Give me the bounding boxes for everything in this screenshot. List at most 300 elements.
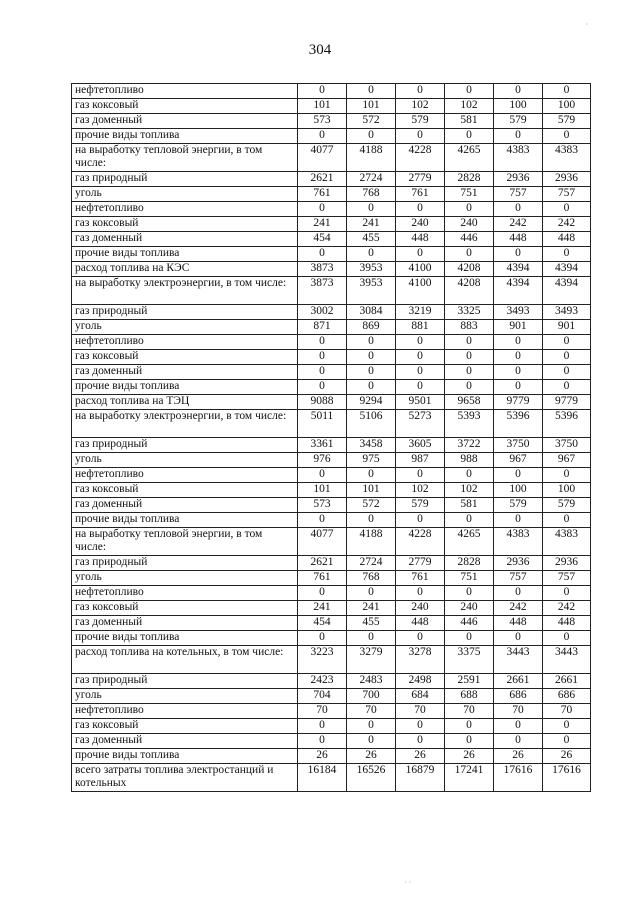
table-cell: 757 (543, 571, 591, 586)
table-cell: 967 (543, 453, 591, 468)
table-cell: 0 (445, 335, 494, 350)
table-cell: 0 (494, 84, 543, 99)
table-cell: 5393 (445, 410, 494, 438)
table-cell: 70 (347, 704, 396, 719)
table-cell: 0 (543, 734, 591, 749)
row-label: нефтетопливо (72, 202, 298, 217)
table-cell: 100 (494, 483, 543, 498)
row-label: газ доменный (72, 734, 298, 749)
table-cell: 579 (494, 498, 543, 513)
table-cell: 70 (494, 704, 543, 719)
table-cell: 0 (445, 380, 494, 395)
table-cell: 581 (445, 498, 494, 513)
row-label: газ коксовый (72, 99, 298, 114)
row-label: газ природный (72, 438, 298, 453)
table-cell: 3750 (543, 438, 591, 453)
table-row (72, 114, 591, 129)
table-cell: 572 (347, 114, 396, 129)
table-cell: 3278 (396, 646, 445, 674)
table-cell: 70 (396, 704, 445, 719)
row-label: на выработку тепловой энергии, в том числе: (72, 144, 298, 172)
table-cell: 0 (298, 84, 347, 99)
table-cell: 100 (543, 99, 591, 114)
table-cell: 2498 (396, 674, 445, 689)
row-label: газ природный (72, 556, 298, 571)
table-cell: 26 (347, 749, 396, 764)
table-cell: 2591 (445, 674, 494, 689)
table-cell: 0 (396, 468, 445, 483)
table-cell: 3605 (396, 438, 445, 453)
table-cell: 102 (396, 483, 445, 498)
table-row (72, 232, 591, 247)
table-cell: 757 (494, 571, 543, 586)
scan-mark: · · (404, 878, 412, 887)
table-row (72, 410, 591, 438)
row-label: уголь (72, 320, 298, 335)
table-cell: 446 (445, 232, 494, 247)
table-cell: 2779 (396, 556, 445, 571)
table-cell: 3375 (445, 646, 494, 674)
table-cell: 0 (396, 84, 445, 99)
table-cell: 4394 (543, 277, 591, 305)
table-cell: 241 (298, 601, 347, 616)
table-cell: 3493 (543, 305, 591, 320)
table-cell: 3325 (445, 305, 494, 320)
table-row (72, 571, 591, 586)
table-cell: 4394 (543, 262, 591, 277)
table-cell: 0 (298, 129, 347, 144)
table-cell: 4208 (445, 262, 494, 277)
table-cell: 761 (396, 187, 445, 202)
table-row (72, 144, 591, 172)
table-cell: 0 (298, 468, 347, 483)
table-cell: 0 (396, 202, 445, 217)
table-row (72, 704, 591, 719)
table-cell: 0 (396, 734, 445, 749)
table-cell: 101 (298, 99, 347, 114)
table-cell: 9779 (543, 395, 591, 410)
table-cell: 2936 (543, 556, 591, 571)
table-cell: 0 (298, 247, 347, 262)
row-label: прочие виды топлива (72, 513, 298, 528)
table-cell: 0 (494, 202, 543, 217)
table-cell: 0 (445, 129, 494, 144)
table-row (72, 395, 591, 410)
table-cell: 0 (396, 350, 445, 365)
table-cell: 448 (543, 616, 591, 631)
row-label: газ доменный (72, 365, 298, 380)
table-cell: 0 (494, 734, 543, 749)
table-cell: 70 (445, 704, 494, 719)
table-cell: 3443 (494, 646, 543, 674)
table-cell: 751 (445, 187, 494, 202)
table-cell: 2724 (347, 556, 396, 571)
table-cell: 3873 (298, 262, 347, 277)
table-row (72, 513, 591, 528)
table-cell: 3223 (298, 646, 347, 674)
table-row (72, 202, 591, 217)
table-cell: 4394 (494, 277, 543, 305)
table-cell: 686 (543, 689, 591, 704)
table-cell: 975 (347, 453, 396, 468)
table-cell: 448 (396, 616, 445, 631)
table-cell: 901 (494, 320, 543, 335)
table-cell: 0 (347, 468, 396, 483)
table-cell: 0 (396, 129, 445, 144)
table-row (72, 483, 591, 498)
table-cell: 2828 (445, 556, 494, 571)
table-cell: 5273 (396, 410, 445, 438)
table-cell: 3493 (494, 305, 543, 320)
table-cell: 0 (543, 513, 591, 528)
table-cell: 240 (396, 601, 445, 616)
table-cell: 102 (445, 483, 494, 498)
row-label: газ доменный (72, 232, 298, 247)
table-row (72, 350, 591, 365)
table-cell: 100 (543, 483, 591, 498)
table-row (72, 528, 591, 556)
table-cell: 0 (298, 335, 347, 350)
row-label: газ коксовый (72, 350, 298, 365)
table-cell: 0 (494, 335, 543, 350)
table-cell: 0 (396, 513, 445, 528)
table-cell: 0 (347, 380, 396, 395)
table-cell: 0 (347, 734, 396, 749)
table-cell: 2828 (445, 172, 494, 187)
row-label: расход топлива на котельных, в том числе: (72, 646, 298, 674)
table-cell: 0 (347, 513, 396, 528)
table-cell: 0 (445, 513, 494, 528)
table-cell: 2936 (494, 556, 543, 571)
table-cell: 976 (298, 453, 347, 468)
table-cell: 102 (445, 99, 494, 114)
table-cell: 3361 (298, 438, 347, 453)
row-label: прочие виды топлива (72, 129, 298, 144)
table-cell: 241 (298, 217, 347, 232)
table-cell: 0 (543, 247, 591, 262)
row-label: уголь (72, 453, 298, 468)
table-cell: 242 (543, 601, 591, 616)
table-cell: 0 (445, 468, 494, 483)
table-cell: 242 (494, 601, 543, 616)
table-row (72, 749, 591, 764)
row-label: прочие виды топлива (72, 631, 298, 646)
table-cell: 704 (298, 689, 347, 704)
table-cell: 0 (347, 129, 396, 144)
table-cell: 0 (347, 631, 396, 646)
table-cell: 0 (445, 631, 494, 646)
table-cell: 0 (494, 513, 543, 528)
table-cell: 761 (396, 571, 445, 586)
table-cell: 579 (543, 114, 591, 129)
table-cell: 871 (298, 320, 347, 335)
table-cell: 0 (396, 631, 445, 646)
table-row (72, 586, 591, 601)
row-label: уголь (72, 689, 298, 704)
table-row (72, 380, 591, 395)
table-row (72, 305, 591, 320)
table-row (72, 468, 591, 483)
table-cell: 768 (347, 187, 396, 202)
table-cell: 4265 (445, 144, 494, 172)
table-cell: 579 (396, 498, 445, 513)
table-row (72, 689, 591, 704)
table-cell: 0 (347, 586, 396, 601)
table-row (72, 646, 591, 674)
table-cell: 0 (298, 202, 347, 217)
table-cell: 0 (298, 734, 347, 749)
table-row (72, 674, 591, 689)
table-cell: 3722 (445, 438, 494, 453)
row-label: газ природный (72, 674, 298, 689)
table-row (72, 217, 591, 232)
table-cell: 0 (445, 719, 494, 734)
row-label: прочие виды топлива (72, 749, 298, 764)
table-cell: 3458 (347, 438, 396, 453)
table-row (72, 631, 591, 646)
table-cell: 240 (396, 217, 445, 232)
table-cell: 242 (494, 217, 543, 232)
table-cell: 0 (396, 365, 445, 380)
table-cell: 5011 (298, 410, 347, 438)
table-cell: 579 (543, 498, 591, 513)
row-label: всего затраты топлива электростанций и котельных (72, 764, 298, 792)
table-cell: 4265 (445, 528, 494, 556)
row-label: на выработку тепловой энергии, в том числе: (72, 528, 298, 556)
table-cell: 901 (543, 320, 591, 335)
table-cell: 0 (298, 380, 347, 395)
table-cell: 700 (347, 689, 396, 704)
table-cell: 0 (543, 365, 591, 380)
table-cell: 3219 (396, 305, 445, 320)
table-cell: 0 (347, 365, 396, 380)
table-cell: 101 (347, 99, 396, 114)
table-cell: 4077 (298, 528, 347, 556)
table-cell: 9501 (396, 395, 445, 410)
row-label: нефтетопливо (72, 335, 298, 350)
table-cell: 0 (543, 380, 591, 395)
table-row (72, 365, 591, 380)
table-cell: 883 (445, 320, 494, 335)
table-cell: 4383 (543, 528, 591, 556)
table-cell: 0 (396, 586, 445, 601)
row-label: уголь (72, 187, 298, 202)
table-cell: 581 (445, 114, 494, 129)
table-cell: 0 (543, 719, 591, 734)
table-cell: 4100 (396, 277, 445, 305)
table-cell: 16526 (347, 764, 396, 792)
table-cell: 4100 (396, 262, 445, 277)
table-cell: 9088 (298, 395, 347, 410)
table-cell: 0 (494, 586, 543, 601)
table-cell: 579 (494, 114, 543, 129)
table-cell: 987 (396, 453, 445, 468)
table-cell: 0 (543, 631, 591, 646)
table-cell: 241 (347, 601, 396, 616)
table-cell: 17616 (494, 764, 543, 792)
table-cell: 454 (298, 616, 347, 631)
table-cell: 684 (396, 689, 445, 704)
table-row (72, 616, 591, 631)
table-body (72, 84, 591, 792)
table-cell: 5396 (494, 410, 543, 438)
table-row (72, 453, 591, 468)
row-label: на выработку электроэнергии, в том числе: (72, 277, 298, 305)
table-cell: 0 (298, 719, 347, 734)
table-cell: 9658 (445, 395, 494, 410)
table-cell: 761 (298, 571, 347, 586)
table-cell: 573 (298, 114, 347, 129)
table-cell: 2936 (543, 172, 591, 187)
table-cell: 0 (347, 335, 396, 350)
table-cell: 0 (494, 719, 543, 734)
table-cell: 0 (347, 84, 396, 99)
table-cell: 881 (396, 320, 445, 335)
table-cell: 241 (347, 217, 396, 232)
table-cell: 0 (494, 350, 543, 365)
table-cell: 3443 (543, 646, 591, 674)
table-row (72, 262, 591, 277)
row-label: уголь (72, 571, 298, 586)
table-cell: 2483 (347, 674, 396, 689)
table-cell: 2661 (543, 674, 591, 689)
table-cell: 0 (494, 468, 543, 483)
table-cell: 448 (543, 232, 591, 247)
row-label: газ природный (72, 305, 298, 320)
table-row (72, 335, 591, 350)
table-cell: 0 (494, 365, 543, 380)
table-cell: 768 (347, 571, 396, 586)
table-cell: 3953 (347, 262, 396, 277)
table-cell: 2621 (298, 556, 347, 571)
table-cell: 757 (494, 187, 543, 202)
table-cell: 0 (494, 380, 543, 395)
table-cell: 0 (543, 586, 591, 601)
table-cell: 4383 (494, 528, 543, 556)
table-cell: 4394 (494, 262, 543, 277)
table-row (72, 498, 591, 513)
table-cell: 0 (494, 631, 543, 646)
table-cell: 0 (298, 631, 347, 646)
table-cell: 70 (298, 704, 347, 719)
table-cell: 9779 (494, 395, 543, 410)
table-cell: 5106 (347, 410, 396, 438)
table-cell: 3750 (494, 438, 543, 453)
row-label: газ природный (72, 172, 298, 187)
table-cell: 2621 (298, 172, 347, 187)
table-cell: 761 (298, 187, 347, 202)
table-cell: 0 (445, 586, 494, 601)
table-cell: 688 (445, 689, 494, 704)
table-cell: 2423 (298, 674, 347, 689)
table-row (72, 719, 591, 734)
table-cell: 0 (347, 719, 396, 734)
table-cell: 0 (494, 247, 543, 262)
table-cell: 2724 (347, 172, 396, 187)
table-cell: 4228 (396, 528, 445, 556)
table-cell: 0 (445, 734, 494, 749)
table-cell: 757 (543, 187, 591, 202)
table-cell: 0 (445, 350, 494, 365)
table-cell: 751 (445, 571, 494, 586)
table-cell: 0 (494, 129, 543, 144)
table-cell: 0 (396, 335, 445, 350)
row-label: нефтетопливо (72, 84, 298, 99)
row-label: на выработку электроэнергии, в том числе: (72, 410, 298, 438)
table-cell: 5396 (543, 410, 591, 438)
table-cell: 0 (543, 129, 591, 144)
table-cell: 70 (543, 704, 591, 719)
row-label: газ доменный (72, 114, 298, 129)
table-cell: 0 (445, 365, 494, 380)
table-cell: 17616 (543, 764, 591, 792)
table-cell: 988 (445, 453, 494, 468)
table-cell: 0 (298, 350, 347, 365)
table-cell: 869 (347, 320, 396, 335)
table-cell: 26 (445, 749, 494, 764)
page-number: 304 (308, 42, 332, 58)
row-label: газ коксовый (72, 217, 298, 232)
row-label: нефтетопливо (72, 468, 298, 483)
table-cell: 0 (396, 380, 445, 395)
table-cell: 26 (396, 749, 445, 764)
row-label: газ доменный (72, 498, 298, 513)
table-cell: 9294 (347, 395, 396, 410)
table-row (72, 734, 591, 749)
row-label: нефтетопливо (72, 586, 298, 601)
table-cell: 2779 (396, 172, 445, 187)
table-cell: 4077 (298, 144, 347, 172)
table-cell: 0 (445, 84, 494, 99)
table-cell: 4188 (347, 528, 396, 556)
table-cell: 4188 (347, 144, 396, 172)
table-cell: 240 (445, 217, 494, 232)
table-cell: 3873 (298, 277, 347, 305)
table-cell: 573 (298, 498, 347, 513)
table-cell: 0 (298, 586, 347, 601)
table-cell: 0 (347, 202, 396, 217)
table-row (72, 247, 591, 262)
table-cell: 26 (543, 749, 591, 764)
table-cell: 240 (445, 601, 494, 616)
table-cell: 0 (543, 335, 591, 350)
table-cell: 26 (494, 749, 543, 764)
table-cell: 4383 (494, 144, 543, 172)
table-cell: 0 (543, 468, 591, 483)
table-row (72, 556, 591, 571)
table-cell: 101 (347, 483, 396, 498)
table-cell: 3953 (347, 277, 396, 305)
table-cell: 2661 (494, 674, 543, 689)
table-cell: 967 (494, 453, 543, 468)
table-cell: 0 (298, 513, 347, 528)
row-label: газ доменный (72, 616, 298, 631)
row-label: расход топлива на КЭС (72, 262, 298, 277)
row-label: газ коксовый (72, 483, 298, 498)
table-cell: 17241 (445, 764, 494, 792)
table-row (72, 764, 591, 792)
scan-mark: · (585, 20, 588, 29)
table-cell: 448 (396, 232, 445, 247)
table-cell: 3084 (347, 305, 396, 320)
table-cell: 4383 (543, 144, 591, 172)
table-cell: 0 (347, 350, 396, 365)
table-row (72, 438, 591, 453)
table-cell: 579 (396, 114, 445, 129)
table-row (72, 277, 591, 305)
row-label: расход топлива на ТЭЦ (72, 395, 298, 410)
table-row (72, 84, 591, 99)
